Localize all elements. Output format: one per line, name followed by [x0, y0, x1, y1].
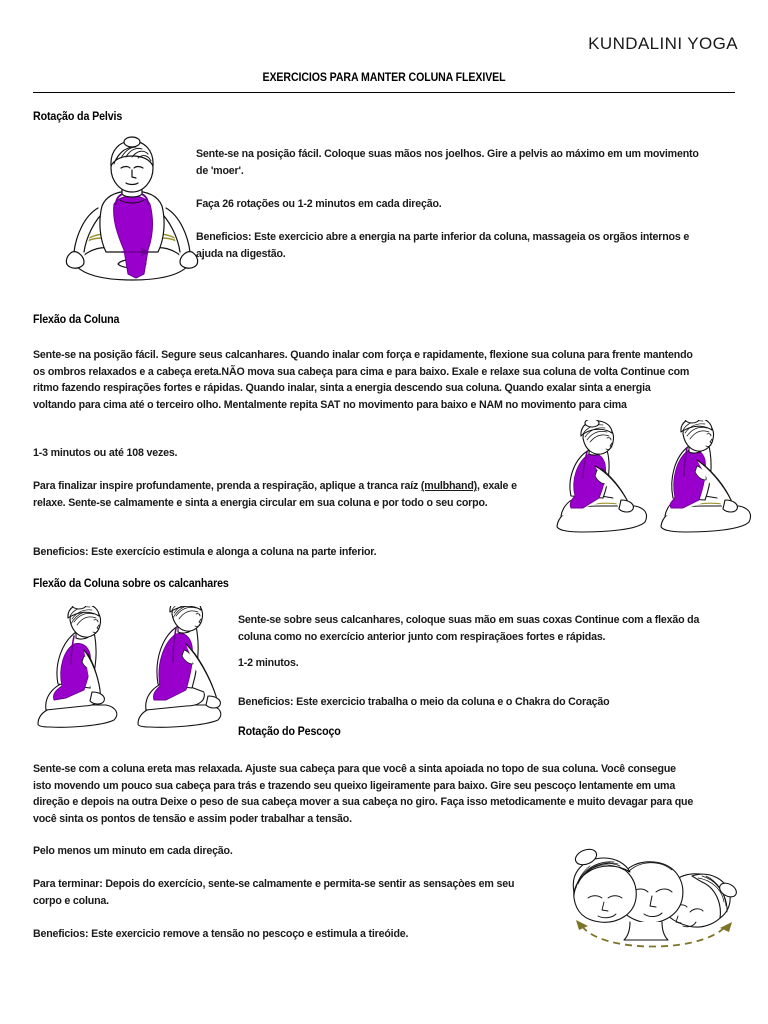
paragraph-pescoco-1: Sente-se com a coluna ereta mas relaxada. Ajuste sua cabeça para que você a sinta apoiada no topo de sua coluna. Você consegue isto movendo um pouco sua cabeça para trás e trazendo seu queixo ligeiramente para baixo. Gire seu pescoço lentamente em uma direção e depois na outra Deixe o peso de sua cabeça mover a sua cabeça no giro. Faça isso metodicamente e muito devagar para que você sinta os pontos de tensão e assim poder trabalhar a tensão. — [33, 763, 694, 825]
paragraph-flexao-2: 1-3 minutos ou até 108 vezes. — [33, 447, 178, 459]
paragraph-flexao-mulbhand — [33, 478, 519, 511]
seated-pelvis-rotation-figure — [58, 136, 206, 284]
section-heading-rotacao-do-pescoco: Rotação do Pescoço — [238, 726, 341, 738]
header-divider — [33, 92, 735, 93]
seated-spinal-flex-figures — [549, 420, 757, 540]
paragraph-pescoco-2: Pelo menos um minuto em cada direção. — [33, 845, 233, 857]
paragraph-flexao-3: Beneficios: Este exercício estimula e alonga a coluna na parte inferior. — [33, 546, 377, 558]
neck-rotation-figure — [552, 848, 758, 958]
kneeling-spinal-flex-figures — [32, 606, 238, 732]
paragraph-calcanhares-2: 1-2 minutos. — [238, 657, 299, 669]
paragraph-pescoco-3: Para terminar: Depois do exercício, sente-se calmamente e permita-se sentir as sensaçòes em seu corpo e coluna. — [33, 878, 515, 907]
paragraph-pelvis-2: Faça 26 rotações ou 1-2 minutos em cada direção. — [196, 198, 442, 210]
paragraph-pelvis-1: Sente-se na posição fácil. Coloque suas mãos nos joelhos. Gire a pelvis ao máximo em um movimento de 'moer'. — [196, 148, 699, 177]
page-title: KUNDALINI YOGA — [588, 34, 738, 53]
paragraph-calcanhares-1: Sente-se sobre seus calcanhares, coloque suas mão em suas coxas Continue com a flexão da coluna como no exercício anterior junto com respiraçãoes fortes e rápidas. — [238, 614, 700, 643]
document-subtitle: EXERCICIOS PARA MANTER COLUNA FLEXIVEL — [262, 72, 506, 84]
paragraph-calcanhares-3: Beneficios: Este exercicio trabalha o meio da coluna e o Chakra do Coração — [238, 696, 610, 708]
paragraph-flexao-mulbhand-before: Para finalizar inspire profundamente, prenda a respiração, aplique a tranca raíz — [33, 480, 421, 492]
paragraph-pescoco-4: Beneficios: Este exercicio remove a tensão no pescoço e estimula a tireóide. — [33, 928, 409, 940]
paragraph-flexao-1: Sente-se na posição fácil. Segure seus calcanhares. Quando inalar com força e rapidamente, flexione sua coluna para frente mantendo os ombros relaxados e a cabeça ereta.NÃO mova sua cabeça para cima e para baixo. Exale e relaxe sua coluna de volta Continue com ritmo fazendo respirações fortes e rápidas. Quando inalar, sinta a energia descendo sua coluna. Quando exalar sinta a energia voltando para cima até o terceiro olho. Mentalmente repita SAT no movimento para baixo e NAM no movimento para cima — [33, 349, 693, 411]
paragraph-flexao-mulbhand-after: , exale e relaxe. Sente-se calmamente e sinta a energia circular em sua coluna e por todo o seu corpo. — [33, 480, 517, 509]
section-heading-flexao-calcanhares: Flexão da Coluna sobre os calcanhares — [33, 578, 229, 590]
section-heading-rotacao-da-pelvis: Rotação da Pelvis — [33, 111, 123, 123]
section-heading-flexao-da-coluna: Flexão da Coluna — [33, 314, 120, 326]
paragraph-pelvis-3: Beneficios: Este exercicio abre a energia na parte inferior da coluna, massageia os orgãos internos e ajuda na digestão. — [196, 231, 690, 260]
mulbhand-term: (mulbhand) — [420, 480, 478, 492]
